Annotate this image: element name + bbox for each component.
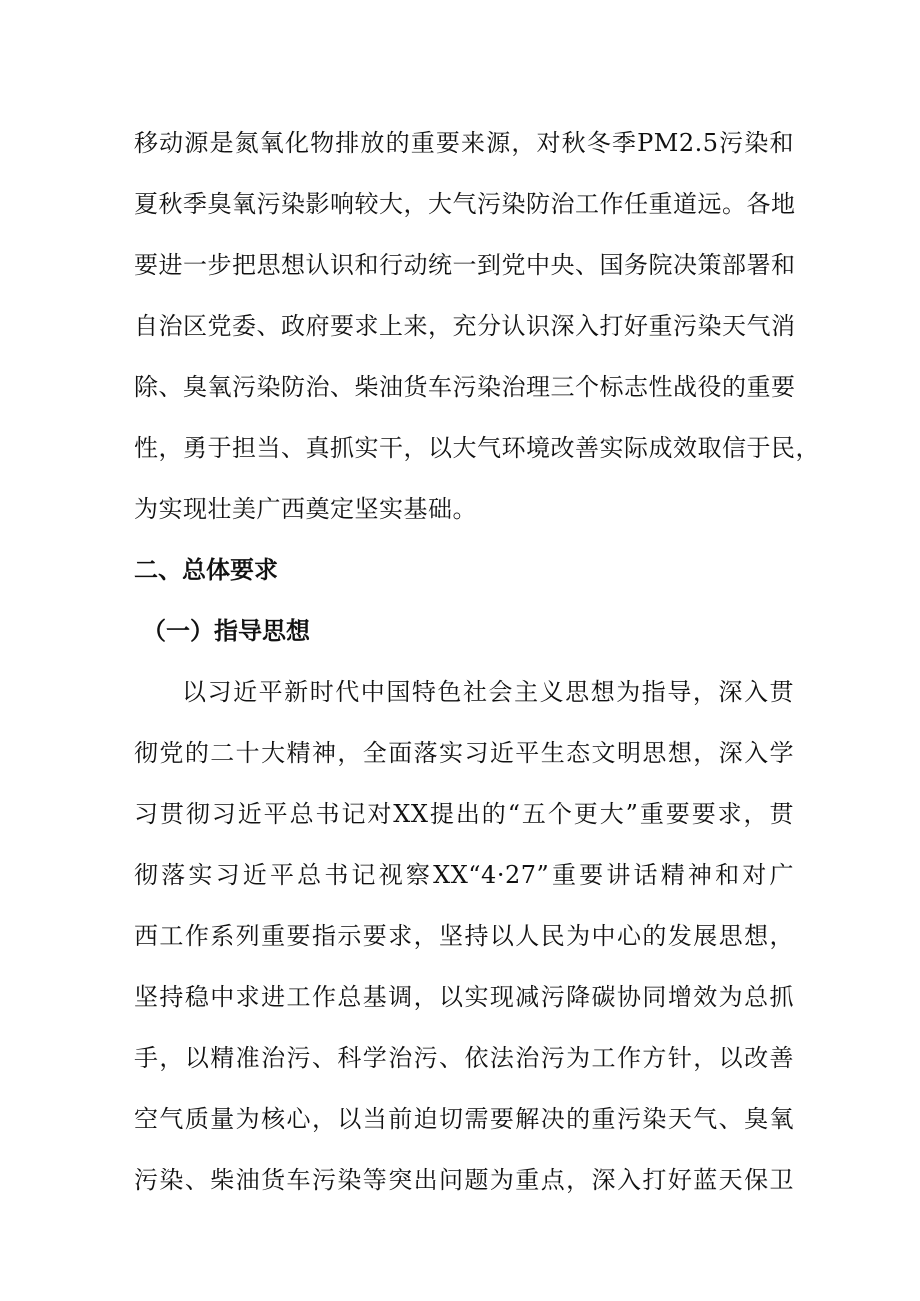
paragraph-line: 坚持稳中求进工作总基调，以实现减污降碳协同增效为总抓	[134, 983, 794, 1011]
paragraph-line: 彻党的二十大精神，全面落实习近平生态文明思想，深入学	[134, 739, 794, 767]
paragraph-line: 夏秋季臭氧污染影响较大，大气污染防治工作任重道远。各地	[134, 190, 796, 218]
paragraph-line: 要进一步把思想认识和行动统一到党中央、国务院决策部署和	[134, 251, 796, 279]
paragraph-line: 彻落实习近平总书记视察XX“4·27”重要讲话精神和对广	[134, 861, 794, 889]
paragraph-line: 西工作系列重要指示要求，坚持以人民为中心的发展思想，	[134, 922, 794, 950]
paragraph-line: 为实现壮美广西奠定坚实基础。	[134, 495, 477, 523]
paragraph-line: 空气质量为核心，以当前迫切需要解决的重污染天气、臭氧	[134, 1105, 794, 1133]
paragraph-line: 自治区党委、政府要求上来，充分认识深入打好重污染天气消	[134, 312, 796, 340]
paragraph-line: 除、臭氧污染防治、柴油货车污染治理三个标志性战役的重要	[134, 373, 796, 401]
paragraph-line: 以习近平新时代中国特色社会主义思想为指导，深入贯	[182, 678, 794, 706]
paragraph-line: 性，勇于担当、真抓实干，以大气环境改善实际成效取信于民，	[134, 434, 820, 462]
paragraph-line: 污染、柴油货车污染等突出问题为重点，深入打好蓝天保卫	[134, 1166, 794, 1194]
paragraph-line: 移动源是氮氧化物排放的重要来源，对秋冬季PM2.5污染和	[134, 129, 794, 157]
paragraph-line: 习贯彻习近平总书记对XX提出的“五个更大”重要要求，贯	[134, 800, 794, 828]
subsection-heading: （一）指导思想	[142, 617, 310, 645]
paragraph-line: 手，以精准治污、科学治污、依法治污为工作方针，以改善	[134, 1044, 794, 1072]
section-heading: 二、总体要求	[134, 556, 278, 584]
